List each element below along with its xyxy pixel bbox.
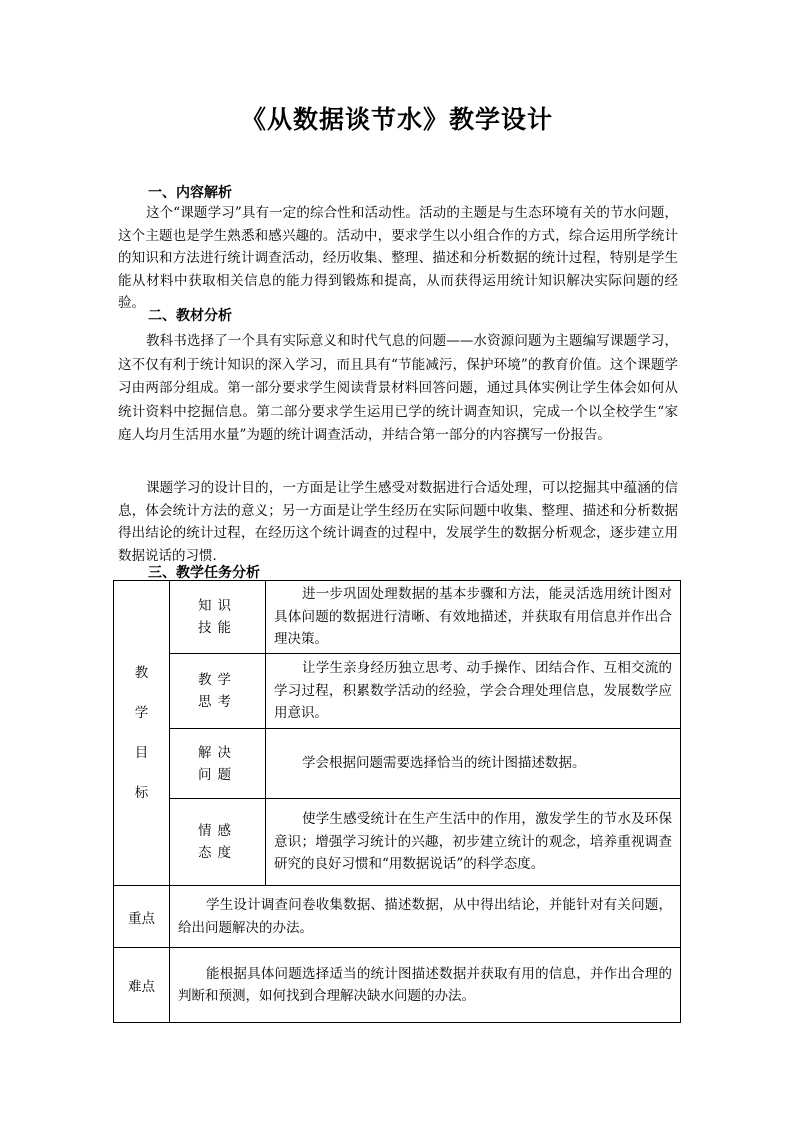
- goal-label-line: 技能: [198, 620, 237, 636]
- goal-category-char: 教: [134, 665, 149, 681]
- goal-row-thinking: [114, 654, 681, 729]
- key-point-label: 重点: [114, 886, 170, 948]
- paragraph-content-analysis: 这个“课题学习”具有一定的综合性和活动性。活动的主题是与生态环境有关的节水问题，这个主题也是学生熟悉和感兴趣的。活动中，要求学生以小组合作的方式，综合运用所学统计的知识和方法进行统计调查活动，经历收集、整理、描述和分析数据的统计过程，特别是学生能从材料中获取相关信息的能力得到锻炼和提高，从而获得运用统计知识解决实际问题的经验。: [118, 205, 678, 311]
- section-heading-textbook-analysis: 二、教材分析: [148, 308, 232, 324]
- goal-label-line: 解决: [198, 744, 237, 761]
- goal-label-line: 态度: [198, 845, 237, 861]
- teaching-goals-table: [113, 580, 681, 1023]
- goal-label-problem-solving: [170, 729, 266, 799]
- goal-category-cell: [114, 581, 170, 886]
- goal-label-line: 情感: [198, 823, 237, 839]
- goal-label-line: 思考: [198, 694, 237, 710]
- page-title: 《从数据谈节水》教学设计: [240, 105, 553, 134]
- goal-label-knowledge: [170, 581, 266, 654]
- goal-label-line: 知识: [198, 598, 237, 614]
- goal-text-thinking: 让学生亲身经历独立思考、动手操作、团结合作、互相交流的学习过程，积累数学活动的经验，学会合理处理信息，发展数学应用意识。: [266, 654, 681, 729]
- key-point-text: 学生设计调查问卷收集数据、描述数据，从中得出结论，并能针对有关问题，给出问题解决的办法。: [170, 886, 681, 948]
- goal-label-attitude: [170, 799, 266, 886]
- paragraph-textbook-analysis-1: 教科书选择了一个具有实际意义和时代气息的问题——水资源问题为主题编写课题学习，这不仅有利于统计知识的深入学习，而且具有“节能减污，保护环境”的教育价值。这个课题学习由两部分组成。第一部分要求学生阅读背景材料回答问题，通过具体实例让学生体会如何从统计资料中挖掘信息。第二部分要求学生运用已学的统计调查知识，完成一个以全校学生“家庭人均月生活用水量”为题的统计调查活动，并结合第一部分的内容撰写一份报告。: [118, 333, 678, 443]
- goal-text-knowledge: 进一步巩固处理数据的基本步骤和方法，能灵活选用统计图对具体问题的数据进行清晰、有效地描述，并获取有用信息并作出合理决策。: [266, 581, 681, 654]
- goal-category-char: 目: [134, 745, 149, 761]
- goal-label-line: 教学: [198, 672, 237, 688]
- difficulty-text: 能根据具体问题选择适当的统计图描述数据并获取有用的信息，并作出合理的判断和预测，如何找到合理解决缺水问题的办法。: [170, 948, 681, 1023]
- goal-category-char: 标: [134, 785, 149, 801]
- goal-row-attitude: [114, 799, 681, 886]
- goal-text-attitude: 使学生感受统计在生产生活中的作用，激发学生的节水及环保意识；增强学习统计的兴趣，初步建立统计的观念，培养重视调查研究的良好习惯和“用数据说话”的科学态度。: [266, 799, 681, 886]
- goal-row-problem-solving: [114, 729, 681, 799]
- goal-label-thinking: [170, 654, 266, 729]
- goal-category-char: 学: [134, 705, 149, 721]
- section-heading-task-analysis: 三、教学任务分析: [148, 565, 260, 581]
- difficulty-label: 难点: [114, 948, 170, 1023]
- difficulty-row: [114, 948, 681, 1023]
- paragraph-textbook-analysis-2: 课题学习的设计目的，一方面是让学生感受对数据进行合适处理，可以挖掘其中蕴涵的信息，体会统计方法的意义；另一方面是让学生经历在实际问题中收集、整理、描述和分析数据得出结论的统计过程，在经历这个统计调查的过程中，发展学生的数据分析观念，逐步建立用数据说话的习惯．: [118, 480, 678, 564]
- section-heading-content-analysis: 一、内容解析: [148, 185, 232, 201]
- key-point-row: [114, 886, 681, 948]
- goal-row-knowledge: [114, 581, 681, 654]
- goal-text-problem-solving: 学会根据问题需要选择恰当的统计图描述数据。: [266, 729, 681, 799]
- goal-label-line: 问题: [198, 766, 237, 783]
